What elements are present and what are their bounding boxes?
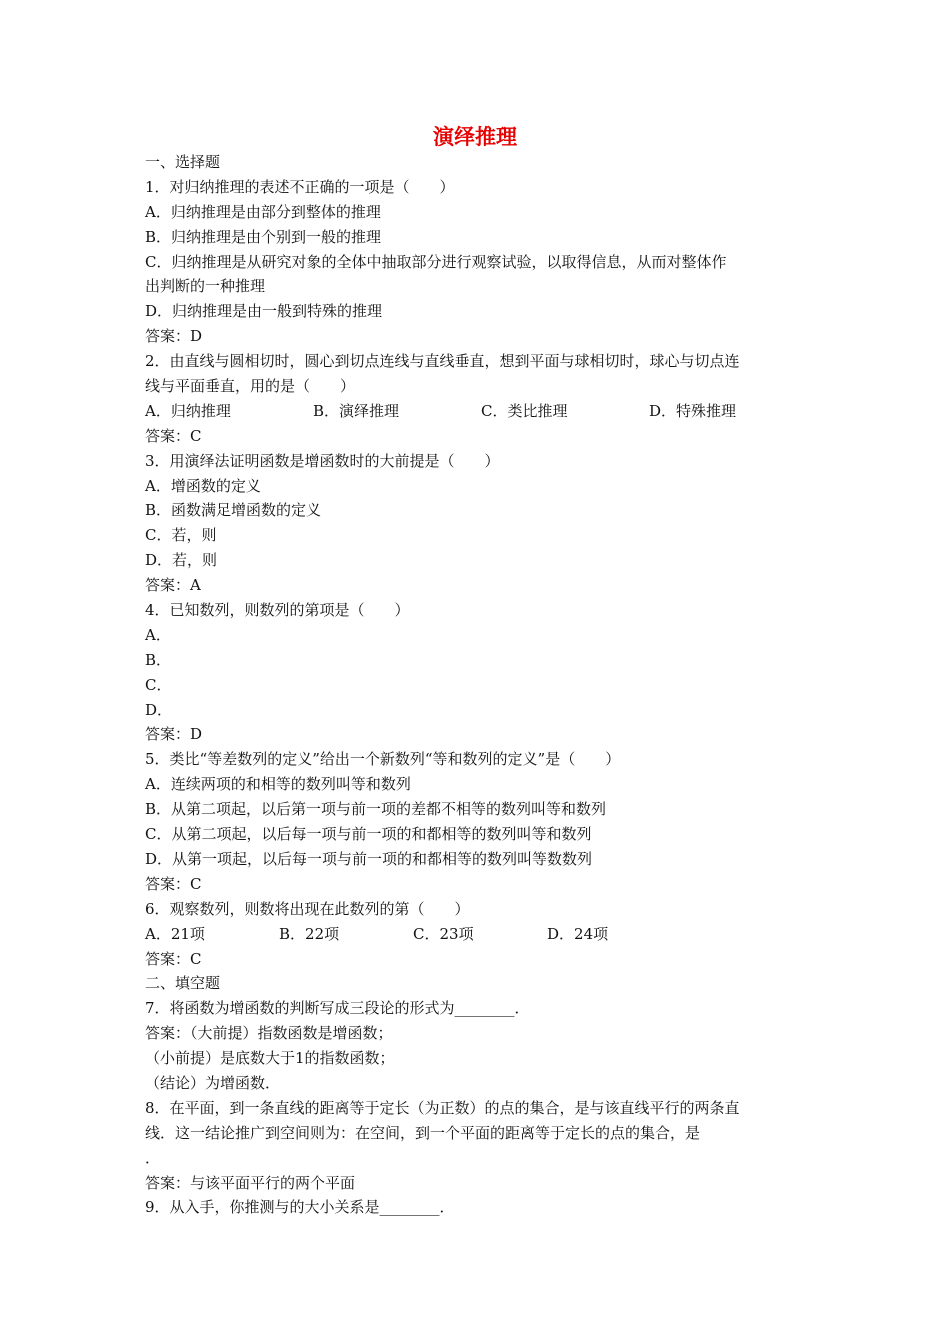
text-line: D． (145, 700, 173, 719)
option-item: B．22项 (279, 924, 340, 943)
text-line: A．增函数的定义 (145, 476, 261, 495)
text-line: 答案：C (145, 426, 202, 445)
text-line: 2．由直线与圆相切时，圆心到切点连线与直线垂直，想到平面与球相切时，球心与切点连 (145, 352, 740, 371)
text-line: 二、填空题 (145, 974, 221, 993)
text-line: 8．在平面，到一条直线的距离等于定长（为正数）的点的集合，是与该直线平行的两条直 (145, 1098, 740, 1117)
text-line: 1．对归纳推理的表述不正确的一项是（ ） (145, 177, 455, 196)
option-item: B．演绎推理 (313, 401, 400, 420)
text-line: C．从第二项起，以后每一项与前一项的和都相等的数列叫等和数列 (145, 825, 592, 844)
page-title: 演绎推理 (433, 125, 517, 149)
text-line: 答案：D (145, 725, 203, 744)
text-line: 答案：C (145, 949, 202, 968)
text-line: 9．从入手，你推测与的大小关系是________． (145, 1198, 455, 1217)
text-line: 答案：A (145, 576, 201, 595)
text-line: D．归纳推理是由一般到特殊的推理 (145, 302, 383, 321)
option-item: A．归纳推理 (145, 401, 231, 420)
option-item: C．类比推理 (481, 401, 568, 420)
text-line: B．函数满足增函数的定义 (145, 501, 322, 520)
option-item: D．24项 (547, 924, 609, 943)
text-line: 线与平面垂直，用的是（ ） (145, 377, 356, 396)
text-line: A．归纳推理是由部分到整体的推理 (145, 202, 381, 221)
text-line: （结论）为增函数． (145, 1073, 281, 1092)
text-line: 3．用演绎法证明函数是增函数时的大前提是（ ） (145, 451, 500, 470)
text-line: 答案：与该平面平行的两个平面 (145, 1173, 356, 1192)
text-line: 答案：D (145, 327, 203, 346)
option-item: C．23项 (413, 924, 474, 943)
option-item: D．特殊推理 (649, 401, 737, 420)
text-line: ． (145, 1148, 161, 1167)
text-line: 5．类比“等差数列的定义”给出一个新数列“等和数列的定义”是（ ） (145, 750, 621, 769)
text-line: B．归纳推理是由个别到一般的推理 (145, 227, 382, 246)
text-line: 答案：（大前提）指数函数是增函数； (145, 1024, 393, 1043)
text-line: D．从第一项起，以后每一项与前一项的和都相等的数列叫等数数列 (145, 849, 593, 868)
text-line: B． (145, 650, 172, 669)
text-line: A．连续两项的和相等的数列叫等和数列 (145, 775, 411, 794)
text-line: 4．已知数列，则数列的第项是（ ） (145, 601, 410, 620)
option-item: A．21项 (145, 924, 205, 943)
text-line: 出判断的一种推理 (145, 277, 266, 296)
text-line: D．若，则 (145, 551, 218, 570)
text-line: 一、选择题 (145, 153, 221, 171)
text-line: （小前提）是底数大于1的指数函数； (145, 1049, 395, 1068)
options-row (145, 399, 810, 424)
text-line: C．归纳推理是从研究对象的全体中抽取部分进行观察试验，以取得信息，从而对整体作 (145, 252, 727, 271)
text-line: 7．将函数为增函数的判断写成三段论的形式为________． (145, 999, 530, 1018)
document-body (145, 150, 810, 1220)
text-line: 答案：C (145, 874, 202, 893)
text-line: B．从第二项起，以后第一项与前一项的差都不相等的数列叫等和数列 (145, 800, 607, 819)
text-line: A． (145, 625, 171, 644)
text-line: C．若，则 (145, 526, 217, 545)
text-line: C． (145, 675, 172, 694)
options-row (145, 922, 810, 947)
text-line: 6．观察数列，则数将出现在此数列的第（ ） (145, 899, 470, 918)
text-line: 线．这一结论推广到空间则为：在空间，到一个平面的距离等于定长的点的集合，是 (145, 1123, 701, 1142)
